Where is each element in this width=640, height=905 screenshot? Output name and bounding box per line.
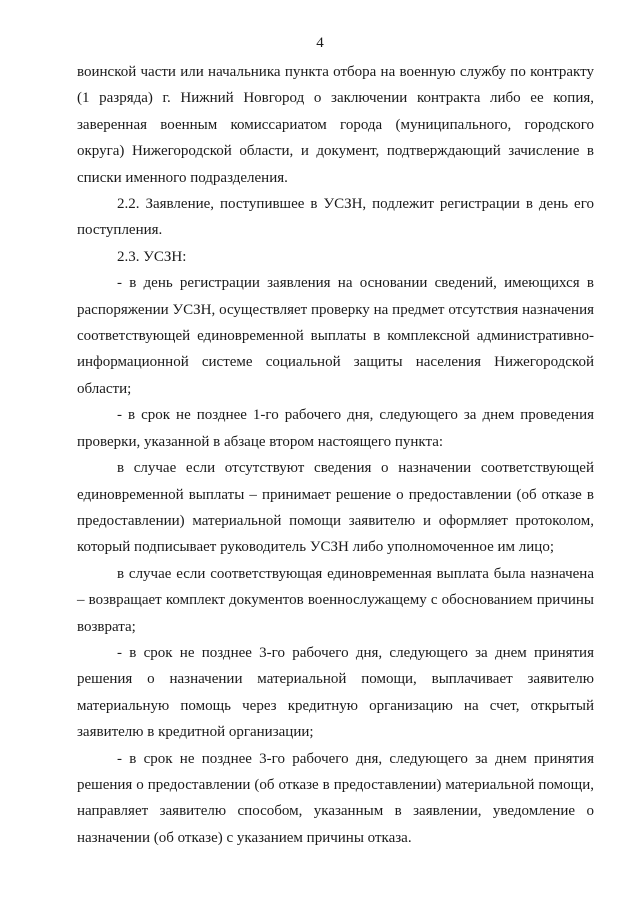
list-item-one-day-deadline: - в срок не позднее 1-го рабочего дня, следующего за днем проведения проверки, указанной в абзаце втором настоящего пункта:	[77, 407, 594, 450]
list-item-payment-deadline: - в срок не позднее 3-го рабочего дня, следующего за днем принятия решения о назначении материальной помощи, выплачивает заявителю материальную помощь через кредитную организацию на счет, открытый заявителю в кредитной организации;	[77, 644, 594, 741]
document-body	[77, 59, 594, 851]
paragraph-2-3: 2.3. УСЗН:	[117, 248, 187, 265]
page-number: 4	[316, 35, 324, 51]
list-item-notification-deadline: - в срок не позднее 3-го рабочего дня, следующего за днем принятия решения о предоставлении (об отказе в предоставлении) материальной помощи, направляет заявителю способом, указанным в заявлении, уведомление о назначении (об отказе) с указанием причины отказа.	[77, 750, 594, 846]
list-item-registration-check: - в день регистрации заявления на основании сведений, имеющихся в распоряжении УСЗН, осуществляет проверку на предмет отсутствия назначения соответствующей единовременной выплаты в комплексной административно-информационной системе социальной защиты населения Нижегородской области;	[77, 275, 594, 397]
paragraph-no-payment-case: в случае если отсутствуют сведения о назначении соответствующей единовременной выплаты – принимает решение о предоставлении (об отказе в предоставлении) материальной помощи заявителю и оформляет протоколом, который подписывает руководитель УСЗН либо уполномоченное им лицо;	[77, 460, 594, 556]
paragraph-payment-assigned-case: в случае если соответствующая единовременная выплата была назначена – возвращает комплект документов военнослужащему с обоснованием причины возврата;	[77, 565, 594, 635]
paragraph-continuation: воинской части или начальника пункта отбора на военную службу по контракту (1 разряда) г. Нижний Новгород о заключении контракта либо ее копия, заверенная военным комиссариатом города (муниципального, городского округа) Нижегородской области, и документ, подтверждающий зачисление в списки именного подразделения.	[77, 64, 594, 186]
paragraph-2-2: 2.2. Заявление, поступившее в УСЗН, подлежит регистрации в день его поступления.	[77, 196, 594, 239]
